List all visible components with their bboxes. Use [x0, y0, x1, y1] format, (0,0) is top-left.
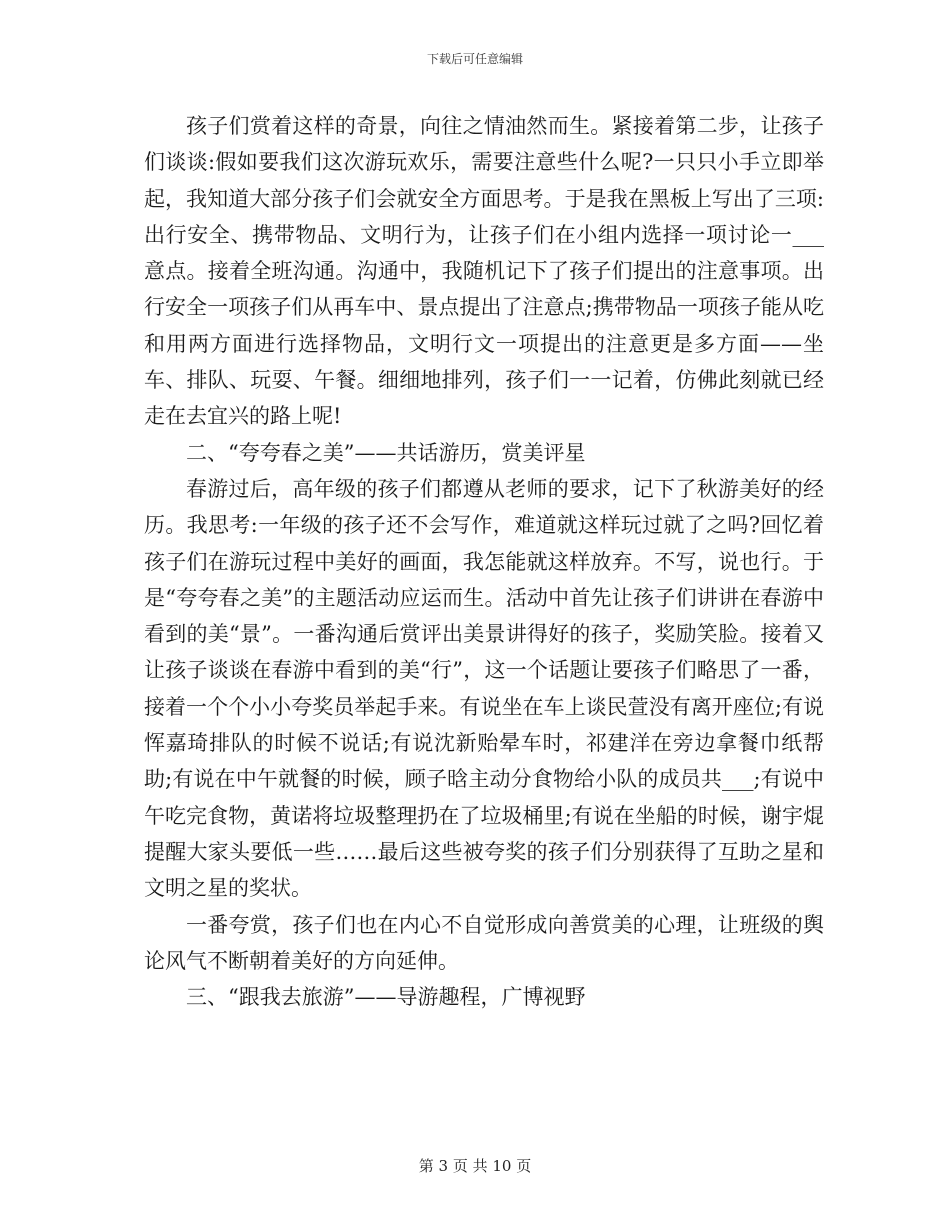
- paragraph-3: 一番夸赏，孩子们也在内心不自觉形成向善赏美的心理，让班级的舆论风气不断朝着美好的方向延伸。: [144, 912, 824, 973]
- page-header-note: 下载后可任意编辑: [426, 52, 523, 66]
- section-heading-2: 二、“夸夸春之美”——共话游历，赏美评星: [186, 440, 586, 465]
- section-heading-3: 三、“跟我去旅游”——导游趣程，广博视野: [186, 985, 586, 1010]
- paragraph-1: 孩子们赏着这样的奇景，向往之情油然而生。紧接着第二步，让孩子们谈谈:假如要我们这次游玩欢乐，需要注意些什么呢?一只只小手立即举起，我知道大部分孩子们会就安全方面思考。于是我在黑板上写出了三项:出行安全、携带物品、文明行为，让孩子们在小组内选择一项讨论一___意点。接着全班沟通。沟通中，我随机记下了孩子们提出的注意事项。出行安全一项孩子们从再车中、景点提出了注意点;携带物品一项孩子能从吃和用两方面进行选择物品，文明行文一项提出的注意更是多方面——坐车、排队、玩耍、午餐。细细地排列，孩子们一一记着，仿佛此刻就已经走在去宜兴的路上呢!: [144, 114, 824, 429]
- page-number-footer: 第 3 页 共 10 页: [418, 1157, 532, 1175]
- paragraph-2: 春游过后，高年级的孩子们都遵从老师的要求，记下了秋游美好的经历。我思考:一年级的孩子还不会写作，难道就这样玩过就了之吗?回忆着孩子们在游玩过程中美好的画面，我怎能就这样放弃。不写，说也行。于是“夸夸春之美”的主题活动应运而生。活动中首先让孩子们讲讲在春游中看到的美“景”。一番沟通后赏评出美景讲得好的孩子，奖励笑脸。接着又让孩子谈谈在春游中看到的美“行”，这一个话题让要孩子们略思了一番，接着一个个小小夸奖员举起手来。有说坐在车上谈民萱没有离开座位;有说恽嘉琦排队的时候不说话;有说沈新贻晕车时，祁建洋在旁边拿餐巾纸帮助;有说在中午就餐的时候，顾子晗主动分食物给小队的成员共___;有说中午吃完食物，黄诺将垃圾整理扔在了垃圾桶里;有说在坐船的时候，谢宇焜提醒大家头要低一些……最后这些被夸奖的孩子们分别获得了互助之星和文明之星的奖状。: [144, 476, 824, 901]
- document-body: [144, 108, 824, 1015]
